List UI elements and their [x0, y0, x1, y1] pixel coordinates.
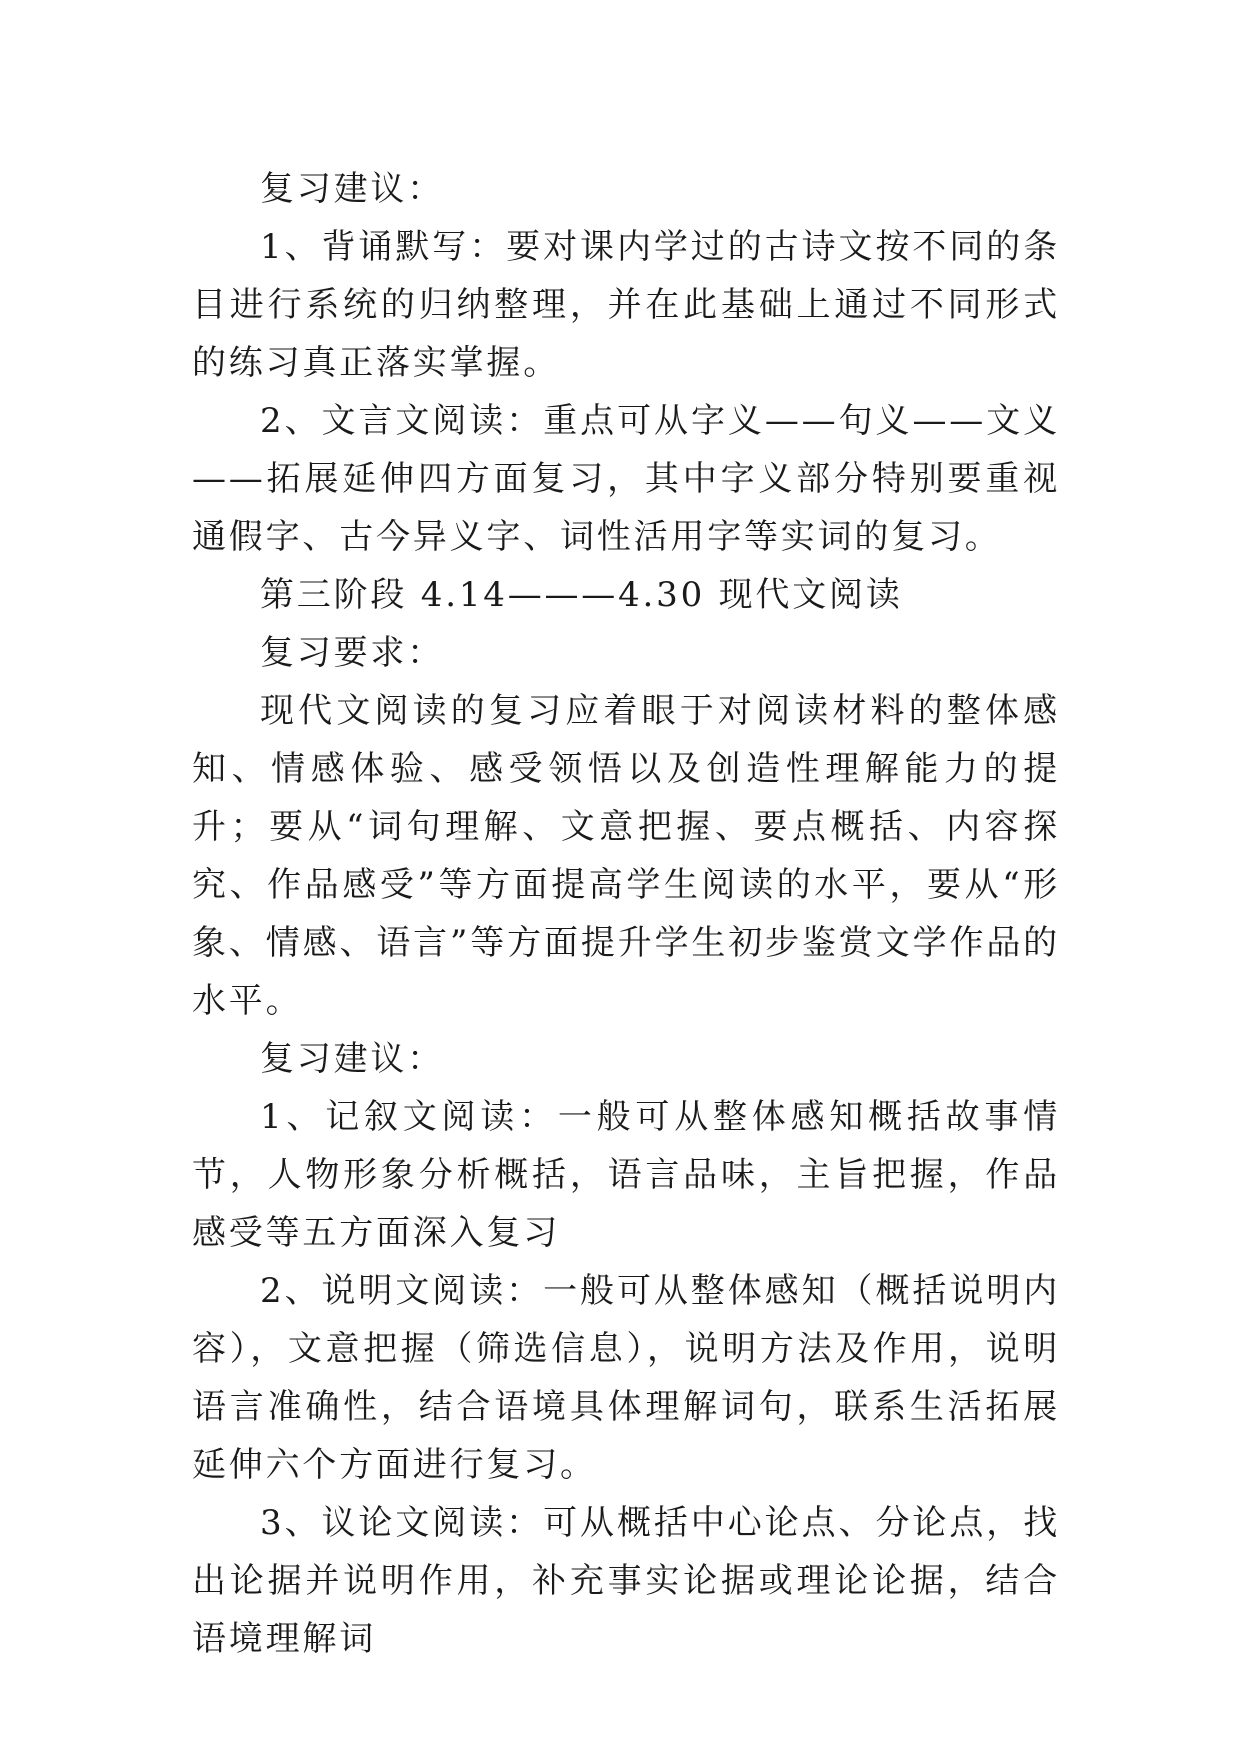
- document-body: [192, 160, 1060, 1668]
- recitation-dictation-paragraph: 1、背诵默写：要对课内学过的古诗文按不同的条目进行系统的归纳整理，并在此基础上通过不同形式的练习真正落实掌握。: [192, 227, 1060, 383]
- review-suggestion-heading-1: 复习建议：: [260, 169, 444, 209]
- expository-reading-paragraph: 2、说明文阅读：一般可从整体感知（概括说明内容），文意把握（筛选信息），说明方法及作用，说明语言准确性，结合语境具体理解词句，联系生活拓展延伸六个方面进行复习。: [192, 1271, 1060, 1485]
- argumentative-reading-paragraph: 3、议论文阅读：可从概括中心论点、分论点，找出论据并说明作用，补充事实论据或理论论据，结合语境理解词: [192, 1503, 1060, 1659]
- classical-chinese-reading-paragraph: 2、文言文阅读：重点可从字义——句义——文义——拓展延伸四方面复习，其中字义部分特别要重视通假字、古今异义字、词性活用字等实词的复习。: [192, 401, 1060, 557]
- review-requirements-heading: 复习要求：: [260, 633, 444, 673]
- modern-reading-requirements-paragraph: 现代文阅读的复习应着眼于对阅读材料的整体感知、情感体验、感受领悟以及创造性理解能力的提升；要从“词句理解、文意把握、要点概括、内容探究、作品感受”等方面提高学生阅读的水平，要从“形象、情感、语言”等方面提升学生初步鉴赏文学作品的水平。: [192, 691, 1060, 1021]
- narrative-reading-paragraph: 1、记叙文阅读：一般可从整体感知概括故事情节，人物形象分析概括，语言品味，主旨把握，作品感受等五方面深入复习: [192, 1097, 1060, 1253]
- review-suggestion-heading-2: 复习建议：: [260, 1039, 444, 1079]
- stage-three-heading: 第三阶段 4.14———4.30 现代文阅读: [260, 575, 903, 615]
